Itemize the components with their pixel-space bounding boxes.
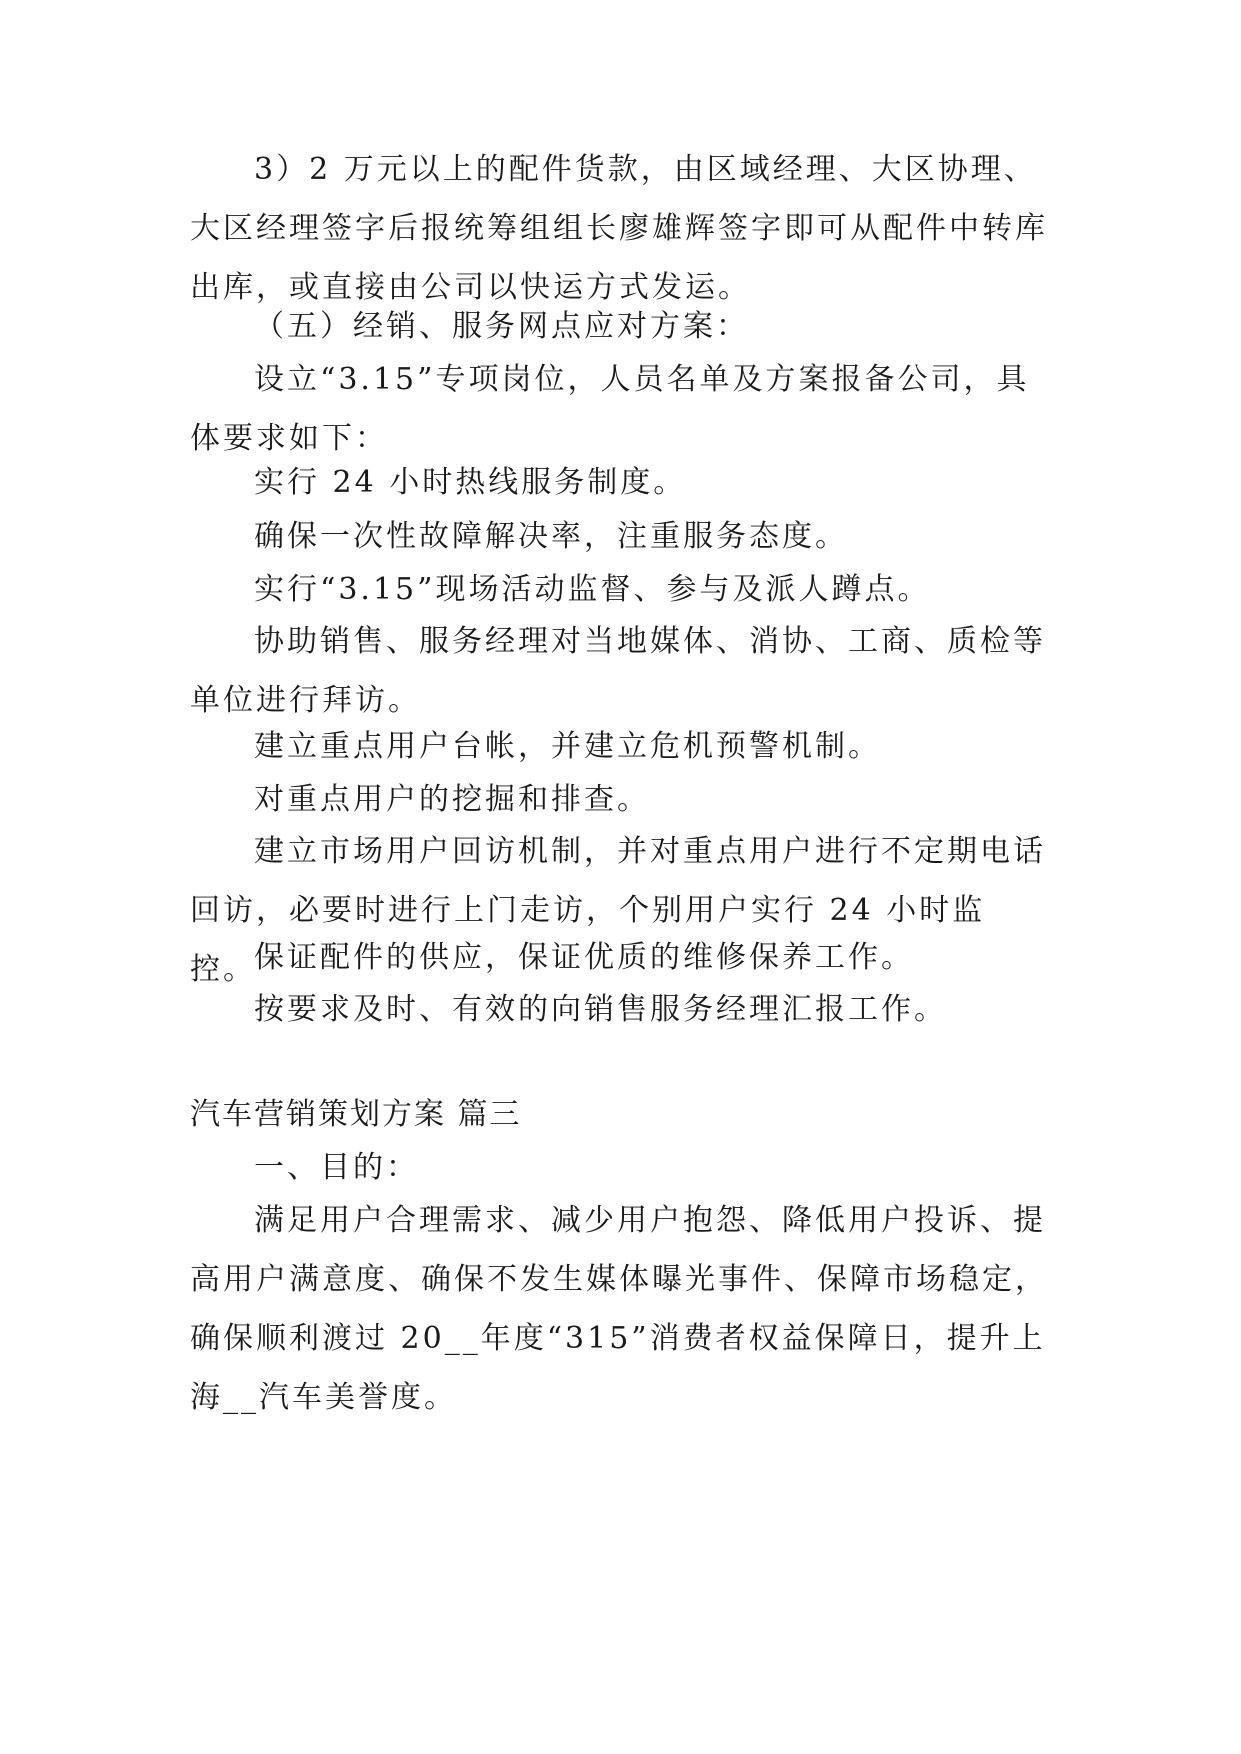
paragraph-parts-supply: 保证配件的供应，保证优质的维修保养工作。 (254, 940, 914, 975)
paragraph-key-user-ledger: 建立重点用户台帐，并建立危机预警机制。 (254, 729, 881, 764)
paragraph-parts-payment: 3）2 万元以上的配件货款，由区域经理、大区协理、大区经理签字后报统筹组组长廖雄辉签字即可从配件中转库出库，或直接由公司以快运方式发运。 (190, 152, 1048, 305)
paragraph-fault-resolution: 确保一次性故障解决率，注重服务态度。 (254, 519, 848, 554)
paragraph-section-five-heading: （五）经销、服务网点应对方案： (254, 309, 749, 344)
paragraph-purpose-heading: 一、目的： (254, 1150, 419, 1185)
paragraph-special-post: 设立“3.15”专项岗位，人员名单及方案报备公司，具体要求如下： (190, 362, 1030, 456)
paragraph-revisit-mechanism: 建立市场用户回访机制，并对重点用户进行不定期电话回访，必要时进行上门走访，个别用户实行 24 小时监控。 (190, 834, 1046, 987)
paragraph-hotline: 实行 24 小时热线服务制度。 (254, 465, 687, 500)
paragraph-onsite-supervision: 实行“3.15”现场活动监督、参与及派人蹲点。 (254, 572, 931, 607)
paragraph-purpose-body: 满足用户合理需求、减少用户抱怨、降低用户投诉、提高用户满意度、确保不发生媒体曝光事件、保障市场稳定，确保顺利渡过 20__年度“315”消费者权益保障日，提升上海__汽车美誉度。 (190, 1203, 1048, 1415)
paragraph-report-work: 按要求及时、有效的向销售服务经理汇报工作。 (254, 992, 947, 1027)
section-title: 汽车营销策划方案 篇三 (190, 1097, 522, 1132)
paragraph-assist-visits: 协助销售、服务经理对当地媒体、消协、工商、质检等单位进行拜访。 (190, 624, 1046, 718)
paragraph-key-user-mining: 对重点用户的挖掘和排查。 (254, 782, 650, 817)
